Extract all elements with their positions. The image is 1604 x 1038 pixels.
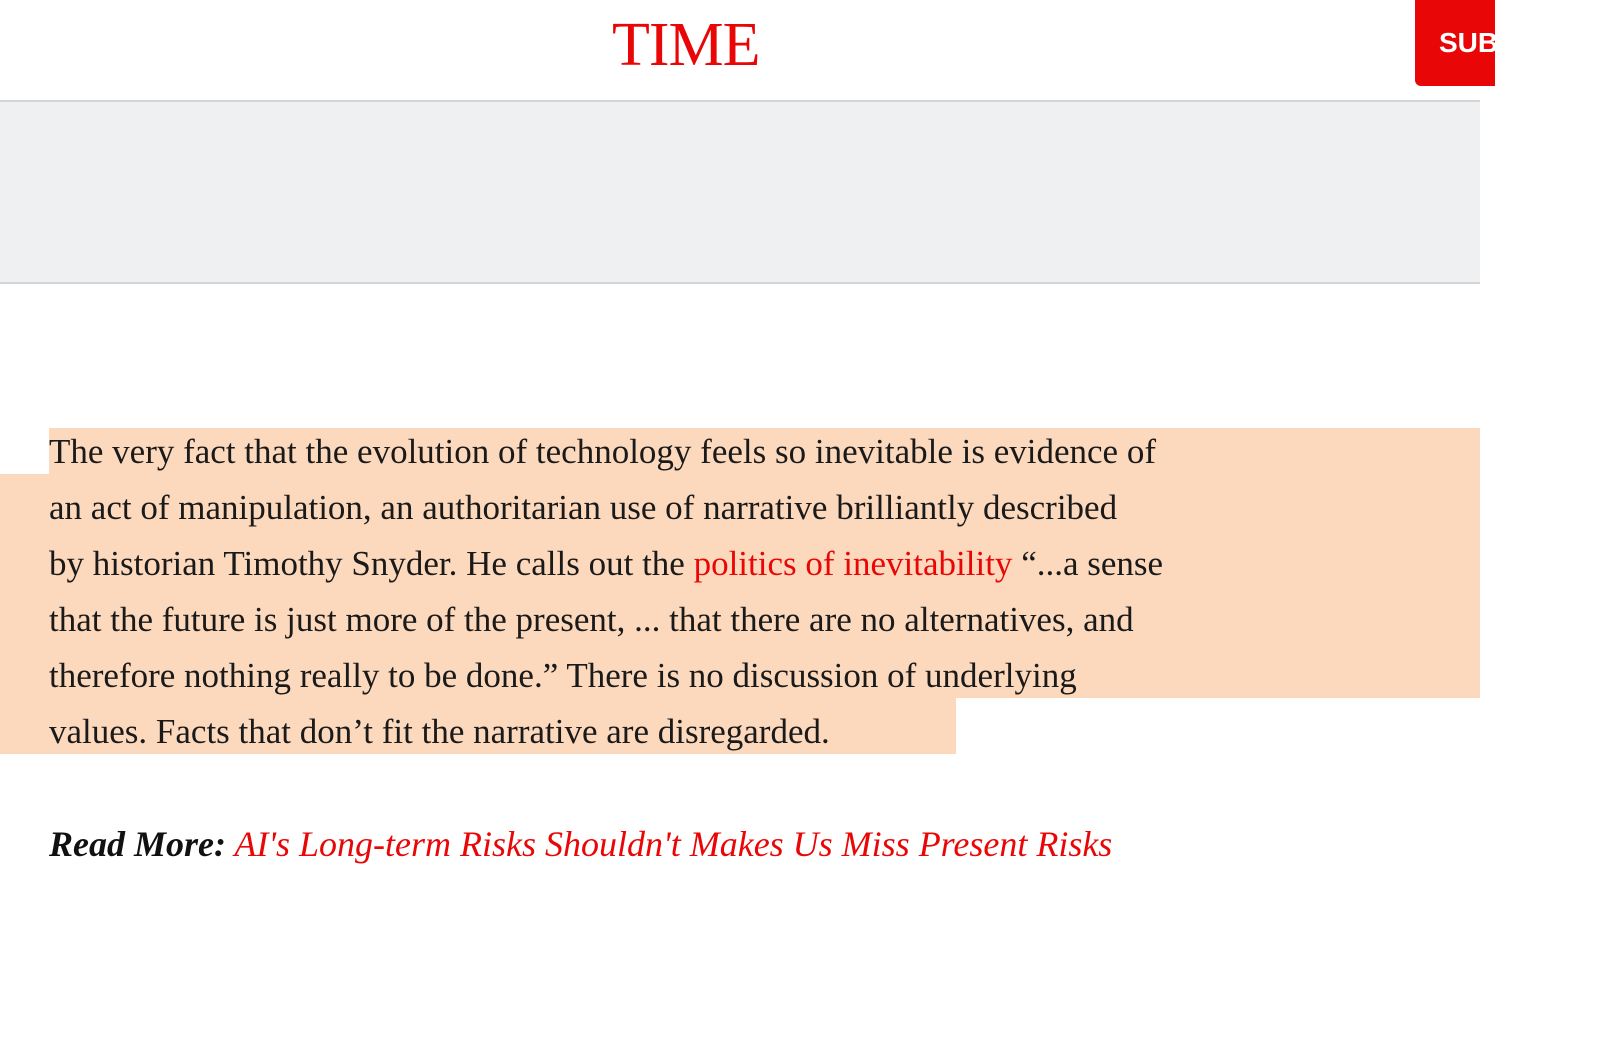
paragraph-line: The very fact that the evolution of technology feels so inevitable is evidence of xyxy=(49,432,1156,471)
politics-of-inevitability-link[interactable]: politics of inevitability xyxy=(693,544,1013,583)
paragraph-text: “...a sense xyxy=(1012,544,1164,583)
paragraph-line: therefore nothing really to be done.” There is no discussion of underlying xyxy=(49,656,1077,695)
site-header xyxy=(0,0,1604,102)
paragraph-line: values. Facts that don’t fit the narrative are disregarded. xyxy=(49,712,830,751)
ad-banner-slot xyxy=(0,102,1480,284)
time-logo[interactable]: TIME xyxy=(612,11,760,79)
paragraph-line: an act of manipulation, an authoritarian use of narrative brilliantly described xyxy=(49,488,1118,527)
paragraph-line xyxy=(49,536,1349,592)
article-paragraph xyxy=(49,424,1349,760)
paragraph-text: by historian Timothy Snyder. He calls out the xyxy=(49,544,694,583)
subscribe-button[interactable]: SUBSCRIBE xyxy=(1415,0,1495,86)
read-more-link[interactable]: AI's Long-term Risks Shouldn't Makes Us Miss Present Risks xyxy=(234,824,1113,864)
read-more xyxy=(49,818,1112,870)
read-more-label: Read More: xyxy=(49,824,226,864)
paragraph-line: that the future is just more of the present, ... that there are no alternatives, and xyxy=(49,600,1134,639)
